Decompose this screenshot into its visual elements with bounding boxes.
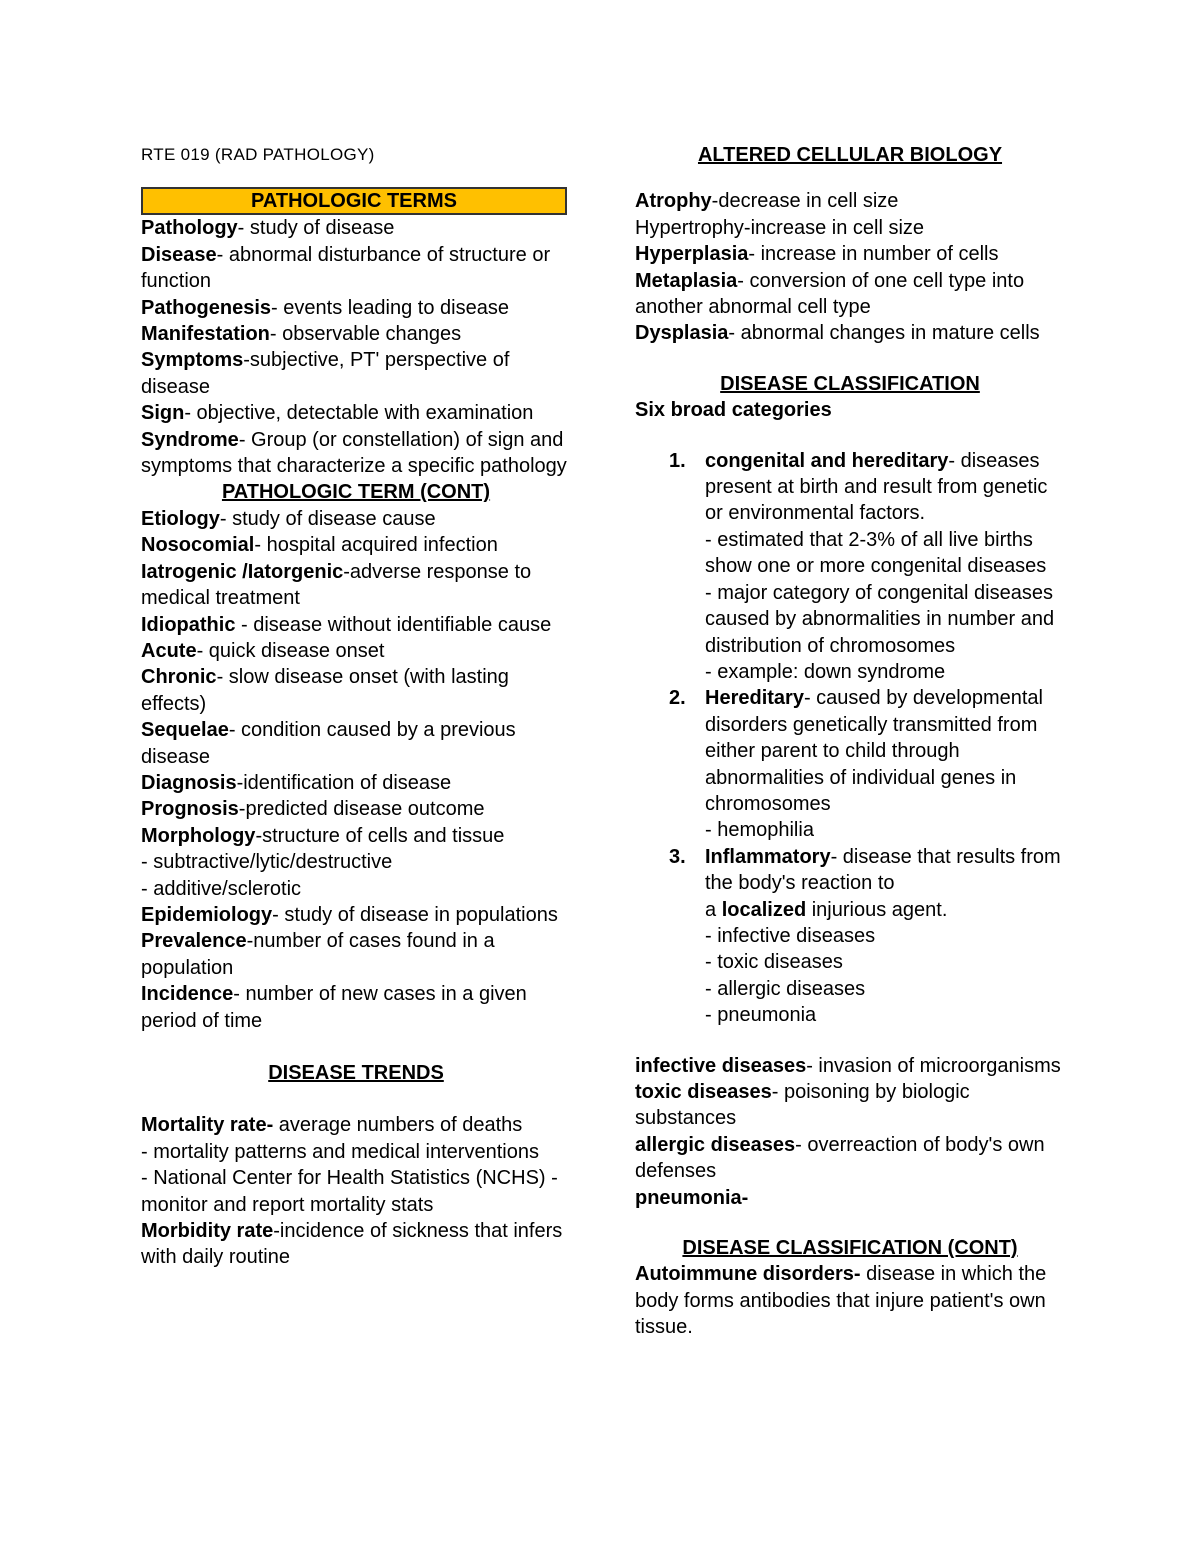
term-entry [141, 506, 571, 532]
term-definition: Hypertrophy-increase in cell size [635, 216, 925, 239]
morbidity-entry [141, 1218, 571, 1271]
category-definition: - caused by developmental disorders genetically transmitted from either parent to child through abnormalities of individual genes in chromosomes [705, 687, 1043, 815]
term-definition: - slow disease onset (with lasting effects) [141, 666, 509, 715]
term-label: Manifestation [141, 323, 270, 346]
term-entry [635, 241, 1065, 267]
term-label: Acute [141, 639, 197, 662]
mortality-entry [141, 1112, 571, 1138]
category-term: Hereditary [705, 687, 804, 710]
term-entry [141, 347, 571, 400]
term-entry [635, 268, 1065, 321]
term-entry [141, 717, 571, 770]
category-line: - estimated that 2-3% of all live births show one or more congenital diseases [705, 528, 1047, 578]
category-line: - allergic diseases [705, 977, 866, 1000]
six-categories-label: Six broad categories [635, 399, 832, 422]
left-column [141, 142, 571, 1271]
term-definition: - Group (or constellation) of sign and symptoms that characterize a specific pathology [141, 428, 567, 478]
term-entry [141, 321, 571, 347]
term-label: Symptoms [141, 349, 244, 372]
category-line: - major category of congenital diseases caused by abnormalities in number and distribution of chromosomes [705, 581, 1055, 657]
disease-trends-heading: DISEASE TRENDS [268, 1062, 444, 1084]
term-definition: - conversion of one cell type into another abnormal cell type [635, 269, 1025, 319]
mortality-item: - mortality patterns and medical interventions [141, 1140, 539, 1163]
term-label: Prognosis [141, 798, 239, 821]
term-label: Idiopathic [141, 613, 236, 636]
terms-cont-list [141, 506, 571, 1034]
term-definition: - study of disease in populations [272, 903, 558, 926]
term-definition: -decrease in cell size [711, 190, 899, 213]
term-label: allergic diseases [635, 1133, 796, 1156]
pathologic-terms-heading: PATHOLOGIC TERMS [141, 187, 567, 215]
term-definition: - study of disease cause [219, 507, 436, 530]
term-label: Pathology [141, 217, 238, 240]
term-label: Sign [141, 402, 185, 425]
category-definition-part: a [705, 898, 722, 921]
category-definition-part: injurious agent. [806, 898, 948, 921]
spacer [635, 1211, 1065, 1235]
term-definition: - disease without identifiable cause [235, 613, 552, 636]
term-definition: -identification of disease [236, 771, 452, 794]
category-line: - hemophilia [705, 819, 814, 842]
term-entry [141, 902, 571, 928]
term-definition: - observable changes [269, 323, 462, 346]
term-label: Epidemiology [141, 903, 273, 926]
definition-entry [635, 1053, 1065, 1079]
category-definition-bold: localized [721, 898, 807, 921]
term-entry [141, 427, 571, 480]
term-label: Autoimmune disorders- [635, 1263, 861, 1286]
category-line: - example: down syndrome [705, 660, 946, 683]
spacer [635, 424, 1065, 448]
category-term: congenital and hereditary [705, 449, 949, 472]
term-definition: - overreaction of body's own defenses [635, 1133, 1045, 1183]
term-definition: - condition caused by a previous disease [141, 719, 516, 768]
definition-entry [635, 1132, 1065, 1185]
term-entry [141, 295, 571, 321]
term-label: Morphology [141, 824, 256, 847]
term-entry [141, 981, 571, 1034]
term-definition: - abnormal disturbance of structure or function [141, 243, 551, 293]
term-label: Iatrogenic /Iatorgenic [141, 560, 344, 583]
term-entry [141, 638, 571, 664]
term-definition: disease in which the body forms antibodies that injure patient's own tissue. [635, 1263, 1047, 1339]
term-label: infective diseases [635, 1054, 807, 1077]
spacer [635, 347, 1065, 371]
altered-cellular-biology-heading: ALTERED CELLULAR BIOLOGY [697, 144, 1003, 166]
term-definition: -subjective, PT' perspective of disease [141, 349, 510, 398]
term-entry [141, 823, 571, 849]
term-entry [635, 188, 1065, 214]
term-label: Atrophy [635, 190, 712, 213]
term-definition: average numbers of deaths [273, 1114, 523, 1137]
spacer [141, 1086, 571, 1112]
category-line: - toxic diseases [705, 951, 843, 974]
definition-entry [635, 1079, 1065, 1132]
term-label: Hyperplasia [635, 243, 749, 266]
term-definition: - poisoning by biologic substances [635, 1081, 970, 1130]
term-definition: - objective, detectable with examination [184, 402, 534, 425]
category-item [635, 448, 1065, 686]
category-number: 3. [669, 845, 686, 868]
term-entry [141, 400, 571, 426]
term-definition: - hospital acquired infection [254, 534, 498, 557]
term-definition: -structure of cells and tissue [255, 824, 505, 847]
term-definition: - quick disease onset [196, 639, 385, 662]
term-entry [635, 320, 1065, 346]
term-definition: - number of new cases in a given period of time [141, 983, 527, 1032]
definition-entry [635, 1185, 1065, 1211]
term-label: Mortality rate- [141, 1114, 274, 1137]
term-label: Disease [141, 243, 217, 266]
term-label: pneumonia- [635, 1186, 749, 1209]
category-line: - infective diseases [705, 924, 876, 947]
spacer [141, 1034, 571, 1060]
term-definition: - invasion of microorganisms [806, 1054, 1061, 1077]
disease-classification-heading: DISEASE CLASSIFICATION [720, 372, 980, 395]
term-label: Sequelae [141, 719, 229, 742]
term-label: Nosocomial [141, 534, 255, 557]
morphology-item: - additive/sclerotic [141, 877, 302, 900]
term-label: Syndrome [141, 428, 239, 451]
term-entry [635, 215, 1065, 241]
terms-list [141, 215, 571, 479]
category-definition-line2 [705, 897, 1065, 923]
term-entry [141, 770, 571, 796]
pathologic-term-cont-heading: PATHOLOGIC TERM (CONT) [221, 481, 491, 504]
morphology-item: - subtractive/lytic/destructive [141, 851, 393, 874]
category-item [635, 685, 1065, 843]
spacer [635, 1029, 1065, 1053]
category-number: 2. [669, 687, 686, 710]
term-definition: - abnormal changes in mature cells [728, 322, 1040, 345]
term-entry [141, 215, 571, 241]
term-label: Pathogenesis [141, 296, 272, 319]
term-label: Metaplasia [635, 269, 738, 292]
category-number: 1. [669, 449, 686, 472]
category-definition: - disease that results from the body's reaction to [705, 845, 1061, 895]
term-label: Morbidity rate [141, 1220, 274, 1243]
right-column [635, 142, 1065, 1341]
term-definition: - study of disease [237, 217, 395, 240]
term-label: Diagnosis [141, 771, 237, 794]
term-entry [141, 612, 571, 638]
term-definition: -adverse response to medical treatment [141, 560, 532, 610]
term-entry [141, 796, 571, 822]
term-definition: - events leading to disease [271, 296, 509, 319]
term-label: Etiology [141, 507, 220, 530]
term-definition: -predicted disease outcome [238, 798, 485, 821]
term-label: Incidence [141, 983, 234, 1006]
term-definition: -incidence of sickness that infers with daily routine [141, 1220, 563, 1269]
category-item [635, 844, 1065, 1029]
term-entry [141, 532, 571, 558]
term-entry [141, 242, 571, 295]
mortality-item: - National Center for Health Statistics (NCHS) - monitor and report mortality stats [141, 1167, 558, 1216]
term-entry [141, 559, 571, 612]
autoimmune-entry [635, 1261, 1065, 1340]
disease-classification-cont-heading: DISEASE CLASSIFICATION (CONT) [682, 1237, 1018, 1260]
course-title: RTE 019 (RAD PATHOLOGY) [141, 145, 375, 164]
term-entry [141, 664, 571, 717]
term-label: Prevalence [141, 930, 247, 953]
term-definition: - increase in number of cells [748, 243, 999, 266]
term-entry [141, 928, 571, 981]
term-label: Dysplasia [635, 322, 729, 345]
term-definition: -number of cases found in a population [141, 930, 495, 979]
category-line: - pneumonia [705, 1004, 817, 1027]
term-label: Chronic [141, 666, 217, 689]
category-definition: - diseases present at birth and result from genetic or environmental factors. [705, 449, 1048, 525]
category-term: Inflammatory [705, 845, 831, 868]
term-label: toxic diseases [635, 1081, 772, 1103]
category-list [635, 448, 1065, 1029]
